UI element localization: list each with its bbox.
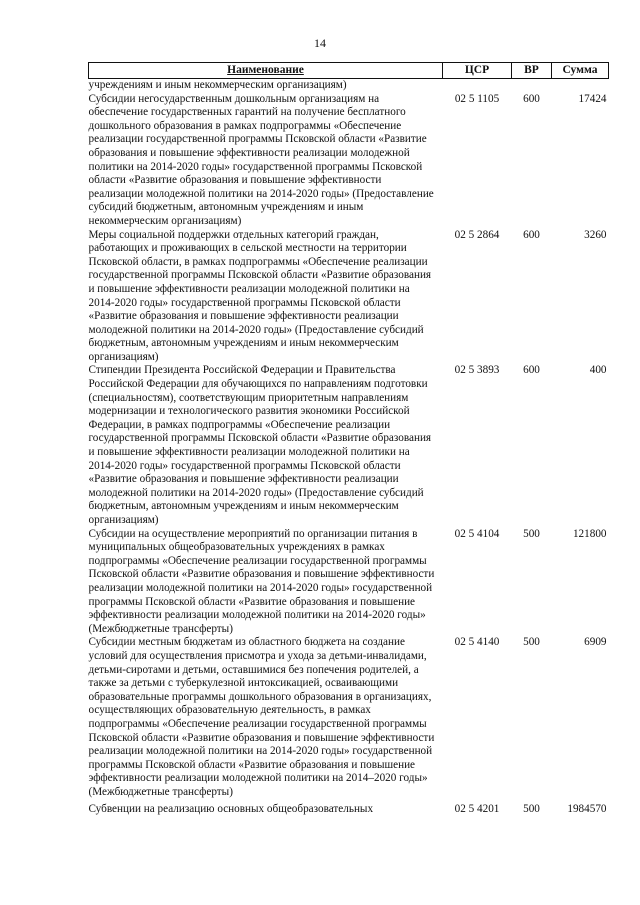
row-vr: [512, 79, 552, 93]
row-name: Субсидии местным бюджетам из областного бюджета на создание условий для осуществления присмотра и ухода за детьми-инвалидами, детьми-сиротами и детьми, оставшимися без попечения родителей, а также за детьми с туберкулезной интоксикацией, осваивающими образовательные программы дошкольного образования в организациях, осуществляющих образовательную деятельность, в рамках подпрограммы «Обеспечение реализации государственной программы Псковской области «Развитие образования и повышение эффективности реализации молодежной политики на 2014-2020 годы» государственной программы Псковской области «Развитие образования и повышение эффективности реализации молодежной политики на 2014–2020 годы» (Межбюджетные трансферты): [88, 636, 435, 798]
row-name: Меры социальной поддержки отдельных категорий граждан, работающих и проживающих в сельской местности на территории Псковской области, в рамках подпрограммы «Обеспечение реализации государственной программы Псковской области «Развитие образования и повышение эффективности реализации молодежной политики на 2014-2020 годы» государственной программы Псковской области «Развитие образования и повышение эффективности реализации молодежной политики на 2014-2020 годы» (Предоставление субсидий бюджетным, автономным учреждениям и иным некоммерческим организациям): [88, 228, 432, 363]
row-name: Субсидии негосударственным дошкольным организациям на обеспечение государственных гарантий на получение бесплатного дошкольного образования в рамках подпрограммы «Обеспечение реализации государственной программы Псковской области «Развитие образования и повышение эффективности реализации молодежной политики на 2014-2020 годы» государственной программы Псковской области «Развитие образования и повышение эффективности реализации молодежной политики на 2014-2020 годы» (Предоставление субсидий бюджетным, автономным учреждениям и иным некоммерческим организациям): [88, 92, 434, 227]
table-row: [89, 229, 609, 365]
table-row: [89, 636, 609, 799]
row-csr: 02 5 1105: [454, 92, 500, 105]
row-sum: [552, 79, 609, 93]
row-vr: 500: [523, 636, 540, 649]
header-csr: ЦСР: [443, 63, 512, 79]
row-csr: 02 5 4140: [454, 636, 500, 649]
row-name: Стипендии Президента Российской Федерации и Правительства Российской Федерации для обучающихся по направлениям подготовки (специальностям), соответствующим приоритетным направлениям модернизации и технологического развития экономики Российской Федерации, в рамках подпрограммы «Обеспечение реализации государственной программы Псковской области «Развитие образования и повышение эффективности реализации молодежной политики на 2014-2020 годы» государственной программы Псковской области «Развитие образования и повышение эффективности реализации молодежной политики на 2014-2020 годы» (Предоставление субсидий бюджетным, автономным учреждениям и иным некоммерческим организациям): [88, 364, 432, 526]
row-vr: 500: [523, 803, 540, 816]
row-name: учреждениям и иным некоммерческим организациям): [88, 79, 347, 91]
row-sum: 6909: [584, 636, 607, 649]
table-header: [89, 63, 609, 79]
row-vr: 600: [523, 364, 540, 377]
row-name: Субвенции на реализацию основных общеобразовательных: [88, 803, 374, 816]
header-vr: ВР: [512, 63, 552, 79]
row-sum: 400: [589, 364, 607, 377]
row-csr: 02 5 4104: [454, 527, 500, 540]
table-row: [89, 528, 609, 637]
table-row: [89, 93, 609, 229]
row-csr: 02 5 2864: [454, 228, 500, 241]
row-csr: [443, 79, 512, 93]
page-number: 14: [314, 36, 326, 50]
table-row: [89, 364, 609, 527]
row-name: Субсидии на осуществление мероприятий по организации питания в муниципальных общеобразовательных учреждениях в рамках подпрограммы «Обеспечение реализации государственной программы Псковской области «Развитие образования и повышение эффективности реализации молодежной политики на 2014-2020 годы» государственной программы Псковской области «Развитие образования и повышение эффективности реализации молодежной политики на 2014-2020 годы» (Межбюджетные трансферты): [88, 527, 435, 635]
table-row: [89, 79, 609, 93]
row-sum: 3260: [584, 228, 607, 241]
row-sum: 17424: [578, 92, 607, 105]
row-sum: 1984570: [567, 803, 607, 816]
header-name: Наименование: [89, 63, 443, 79]
table-row: [89, 799, 609, 817]
row-sum: 121800: [572, 527, 607, 540]
row-vr: 600: [523, 92, 540, 105]
header-sum: Сумма: [552, 63, 609, 79]
row-vr: 600: [523, 228, 540, 241]
row-vr: 500: [523, 527, 540, 540]
row-csr: 02 5 3893: [454, 364, 500, 377]
budget-table: [88, 62, 609, 817]
row-csr: 02 5 4201: [454, 803, 500, 816]
